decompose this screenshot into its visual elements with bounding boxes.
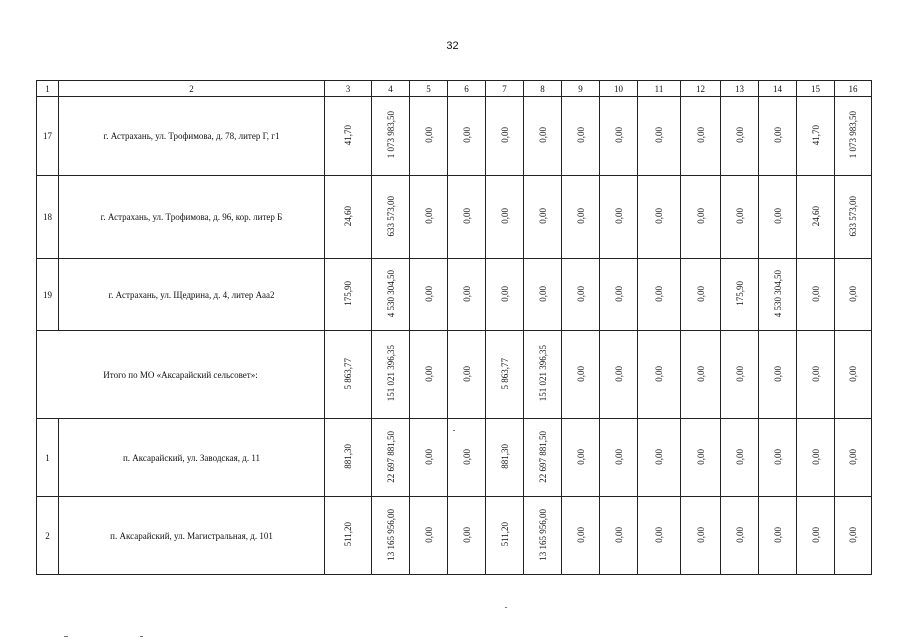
- cell-value: 0,00: [613, 526, 624, 543]
- value-cell: [524, 331, 562, 419]
- cell-value: 0,00: [575, 526, 586, 543]
- value-cell: [797, 259, 835, 331]
- value-cell: [759, 497, 797, 575]
- value-cell: [325, 419, 372, 497]
- column-header: 6: [448, 81, 486, 97]
- value-cell: [835, 176, 872, 259]
- value-cell: [835, 97, 872, 176]
- value-cell: [448, 331, 486, 419]
- value-cell: [372, 259, 410, 331]
- value-cell: [372, 97, 410, 176]
- cell-value: 151 021 396,35: [385, 345, 396, 402]
- cell-value: 22 697 881,50: [537, 430, 548, 483]
- cell-value: 0,00: [695, 448, 706, 465]
- value-cell: [410, 97, 448, 176]
- value-cell: [681, 419, 721, 497]
- value-cell: [486, 97, 524, 176]
- row-number: 17: [37, 97, 59, 176]
- column-header: 4: [372, 81, 410, 97]
- cell-value: 633 573,00: [385, 195, 396, 237]
- cell-value: 41,70: [343, 124, 353, 146]
- cell-value: 4 530 304,50: [385, 269, 396, 318]
- cell-value: 0,00: [423, 526, 434, 543]
- column-header: 2: [59, 81, 325, 97]
- cell-value: 0,00: [461, 526, 472, 543]
- value-cell: [721, 419, 759, 497]
- table-row: [37, 497, 872, 575]
- value-cell: [486, 259, 524, 331]
- column-header: 16: [835, 81, 872, 97]
- value-cell: [372, 176, 410, 259]
- cell-value: 0,00: [734, 448, 745, 465]
- value-cell: [600, 259, 638, 331]
- value-cell: [325, 497, 372, 575]
- value-cell: [721, 259, 759, 331]
- cell-value: 41,70: [810, 124, 821, 146]
- row-number: 18: [37, 176, 59, 259]
- cell-value: 0,00: [537, 127, 548, 143]
- value-cell: [410, 176, 448, 259]
- cell-value: 0,00: [423, 127, 434, 143]
- value-cell: [410, 259, 448, 331]
- total-label: Итого по МО «Аксарайский сельсовет»:: [37, 331, 325, 419]
- cell-value: 0,00: [499, 208, 510, 224]
- cell-value: 0,00: [575, 127, 586, 143]
- cell-value: 0,00: [734, 127, 745, 143]
- cell-value: 0,00: [848, 526, 858, 543]
- cell-value: 881,30: [499, 444, 510, 469]
- cell-value: 0,00: [654, 127, 664, 143]
- value-cell: [721, 331, 759, 419]
- scan-speck: [64, 636, 68, 637]
- value-cell: [721, 176, 759, 259]
- cell-value: 0,00: [423, 448, 434, 465]
- row-number: 1: [37, 419, 59, 497]
- column-header: 12: [681, 81, 721, 97]
- cell-value: 0,00: [537, 285, 548, 302]
- value-cell: [524, 176, 562, 259]
- value-cell: [638, 331, 681, 419]
- value-cell: [797, 97, 835, 176]
- cell-value: 175,90: [734, 281, 745, 306]
- cell-value: 881,30: [343, 444, 353, 469]
- cell-value: 175,90: [343, 281, 353, 306]
- column-header: 9: [562, 81, 600, 97]
- value-cell: [325, 259, 372, 331]
- cell-value: 1 073 983,50: [848, 111, 858, 159]
- value-cell: [325, 176, 372, 259]
- value-cell: [562, 176, 600, 259]
- value-cell: [759, 259, 797, 331]
- cell-value: 1 073 983,50: [385, 111, 396, 159]
- cell-value: 5 863,77: [343, 357, 353, 390]
- scan-speck: [140, 636, 143, 637]
- value-cell: [524, 419, 562, 497]
- cell-value: 0,00: [654, 365, 664, 382]
- value-cell: [486, 176, 524, 259]
- column-header: 3: [325, 81, 372, 97]
- column-header: 15: [797, 81, 835, 97]
- cell-value: 0,00: [654, 285, 664, 302]
- column-header: 13: [721, 81, 759, 97]
- value-cell: [325, 97, 372, 176]
- cell-value: 0,00: [461, 208, 472, 224]
- cell-value: 0,00: [695, 208, 706, 224]
- cell-value: 0,00: [423, 285, 434, 302]
- value-cell: [562, 259, 600, 331]
- value-cell: [681, 259, 721, 331]
- value-cell: [835, 331, 872, 419]
- value-cell: [372, 419, 410, 497]
- value-cell: [524, 259, 562, 331]
- cell-value: 0,00: [423, 365, 434, 382]
- cell-value: 511,20: [499, 522, 510, 547]
- row-address: г. Астрахань, ул. Трофимова, д. 96, кор. литер Б: [59, 176, 325, 259]
- value-cell: [600, 497, 638, 575]
- value-cell: [797, 331, 835, 419]
- cell-value: 0,00: [810, 365, 821, 382]
- value-cell: [681, 97, 721, 176]
- cell-value: 24,60: [343, 205, 353, 227]
- value-cell: [562, 97, 600, 176]
- header-row: [37, 81, 872, 97]
- value-cell: [448, 497, 486, 575]
- cell-value: 0,00: [772, 127, 783, 143]
- cell-value: 0,00: [613, 208, 624, 224]
- cell-value: 0,00: [772, 448, 783, 465]
- value-cell: [835, 419, 872, 497]
- row-number: 19: [37, 259, 59, 331]
- cell-value: 0,00: [461, 448, 472, 465]
- cell-value: 0,00: [537, 208, 548, 224]
- page-number: 32: [446, 40, 459, 52]
- scan-speck: [505, 607, 507, 608]
- value-cell: [835, 497, 872, 575]
- cell-value: 0,00: [461, 285, 472, 302]
- cell-value: 4 530 304,50: [772, 269, 783, 318]
- cell-value: 0,00: [772, 208, 783, 224]
- column-header: 7: [486, 81, 524, 97]
- cell-value: 0,00: [613, 285, 624, 302]
- value-cell: [524, 97, 562, 176]
- value-cell: [600, 176, 638, 259]
- value-cell: [721, 97, 759, 176]
- value-cell: [562, 419, 600, 497]
- value-cell: [681, 497, 721, 575]
- value-cell: [721, 497, 759, 575]
- value-cell: [372, 331, 410, 419]
- value-cell: [410, 497, 448, 575]
- value-cell: [410, 331, 448, 419]
- column-header: 11: [638, 81, 681, 97]
- row-number: 2: [37, 497, 59, 575]
- value-cell: [600, 419, 638, 497]
- cell-value: 0,00: [613, 127, 624, 143]
- cell-value: 0,00: [499, 285, 510, 302]
- cell-value: 0,00: [695, 365, 706, 382]
- cell-value: 0,00: [575, 285, 586, 302]
- value-cell: [448, 97, 486, 176]
- cell-value: 13 165 956,00: [537, 508, 548, 561]
- cell-value: 0,00: [848, 365, 858, 382]
- value-cell: [638, 176, 681, 259]
- cell-value: 24,60: [810, 205, 821, 227]
- cell-value: 151 021 396,35: [537, 345, 548, 402]
- column-header: 8: [524, 81, 562, 97]
- cell-value: 0,00: [461, 365, 472, 382]
- cell-value: 22 697 881,50: [385, 430, 396, 483]
- value-cell: [638, 97, 681, 176]
- cell-value: 0,00: [695, 285, 706, 302]
- cell-value: 0,00: [575, 365, 586, 382]
- value-cell: [325, 331, 372, 419]
- value-cell: [486, 497, 524, 575]
- cell-value: 633 573,00: [848, 195, 858, 237]
- cell-value: 0,00: [848, 285, 858, 302]
- table-row: [37, 176, 872, 259]
- value-cell: [797, 419, 835, 497]
- value-cell: [486, 419, 524, 497]
- value-cell: [759, 97, 797, 176]
- cell-value: 0,00: [461, 127, 472, 143]
- table-row: [37, 259, 872, 331]
- value-cell: [638, 259, 681, 331]
- value-cell: [562, 331, 600, 419]
- cell-value: 0,00: [423, 208, 434, 224]
- cell-value: 0,00: [613, 448, 624, 465]
- value-cell: [681, 331, 721, 419]
- cell-value: 0,00: [575, 208, 586, 224]
- cell-value: 0,00: [734, 208, 745, 224]
- value-cell: [797, 176, 835, 259]
- cell-value: 0,00: [772, 365, 783, 382]
- value-cell: [759, 331, 797, 419]
- total-row: [37, 331, 872, 419]
- cell-value: 511,20: [343, 522, 353, 547]
- cell-value: 0,00: [695, 526, 706, 543]
- cell-value: 0,00: [499, 127, 510, 143]
- cell-value: 0,00: [810, 448, 821, 465]
- cell-value: 0,00: [810, 526, 821, 543]
- value-cell: [835, 259, 872, 331]
- value-cell: [448, 259, 486, 331]
- cell-value: 0,00: [575, 448, 586, 465]
- cell-value: 0,00: [734, 526, 745, 543]
- value-cell: [600, 97, 638, 176]
- cell-value: 0,00: [654, 526, 664, 543]
- row-address: п. Аксарайский, ул. Заводская, д. 11: [59, 419, 325, 497]
- row-address: г. Астрахань, ул. Трофимова, д. 78, литер Г, г1: [59, 97, 325, 176]
- column-header: 1: [37, 81, 59, 97]
- value-cell: [600, 331, 638, 419]
- cell-value: 0,00: [810, 285, 821, 302]
- cell-value: 5 863,77: [499, 357, 510, 390]
- cell-value: 0,00: [734, 365, 745, 382]
- cell-value: 0,00: [772, 526, 783, 543]
- value-cell: [372, 497, 410, 575]
- scan-speck: [453, 430, 455, 431]
- table-row: [37, 97, 872, 176]
- cell-value: 0,00: [654, 208, 664, 224]
- data-table: [36, 80, 872, 575]
- cell-value: 0,00: [613, 365, 624, 382]
- row-address: п. Аксарайский, ул. Магистральная, д. 101: [59, 497, 325, 575]
- cell-value: 0,00: [695, 127, 706, 143]
- cell-value: 0,00: [848, 448, 858, 465]
- value-cell: [448, 176, 486, 259]
- value-cell: [562, 497, 600, 575]
- value-cell: [759, 419, 797, 497]
- value-cell: [638, 419, 681, 497]
- value-cell: [759, 176, 797, 259]
- row-address: г. Астрахань, ул. Щедрина, д. 4, литер Ааа2: [59, 259, 325, 331]
- value-cell: [681, 176, 721, 259]
- column-header: 14: [759, 81, 797, 97]
- value-cell: [410, 419, 448, 497]
- cell-value: 0,00: [654, 448, 664, 465]
- column-header: 5: [410, 81, 448, 97]
- cell-value: 13 165 956,00: [385, 508, 396, 561]
- value-cell: [486, 331, 524, 419]
- column-header: 10: [600, 81, 638, 97]
- value-cell: [797, 497, 835, 575]
- value-cell: [638, 497, 681, 575]
- value-cell: [524, 497, 562, 575]
